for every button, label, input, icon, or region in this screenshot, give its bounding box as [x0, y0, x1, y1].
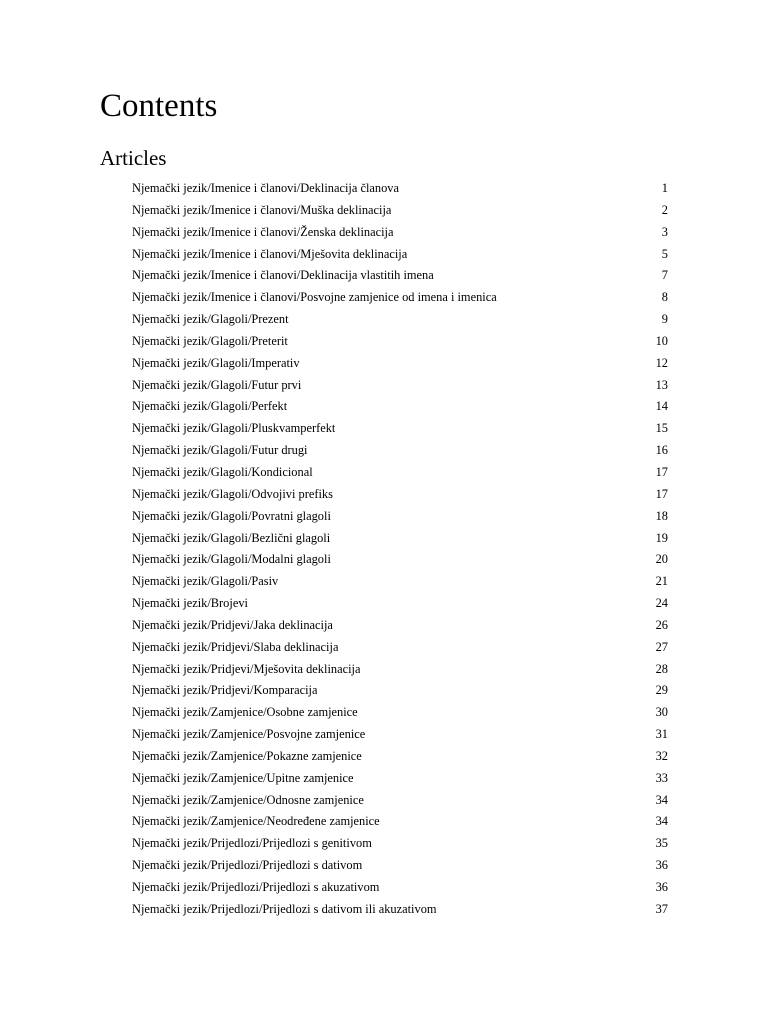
- toc-page-number: 3: [661, 224, 668, 239]
- toc-page-number: 16: [655, 443, 668, 458]
- toc-page-number: 37: [655, 901, 668, 916]
- toc-entry-link[interactable]: Njemački jezik/Pridjevi/Mješovita deklinacija: [132, 661, 361, 676]
- toc-entry: [132, 506, 668, 528]
- toc-entry: [132, 768, 668, 790]
- toc-entry: [132, 855, 668, 877]
- toc-entry-link[interactable]: Njemački jezik/Pridjevi/Jaka deklinacija: [132, 617, 333, 632]
- toc-page-number: 21: [655, 574, 668, 589]
- toc-entry-link[interactable]: Njemački jezik/Zamjenice/Osobne zamjenice: [132, 705, 358, 720]
- toc-entry-link[interactable]: Njemački jezik/Glagoli/Futur drugi: [132, 443, 308, 458]
- toc-entry: [132, 484, 668, 506]
- toc-page-number: 27: [655, 639, 668, 654]
- toc-page-number: 26: [655, 617, 668, 632]
- toc-entry-link[interactable]: Njemački jezik/Glagoli/Imperativ: [132, 355, 300, 370]
- page-title: Contents: [100, 88, 218, 124]
- toc-entry: [132, 811, 668, 833]
- toc-page-number: 20: [655, 552, 668, 567]
- toc-entry-link[interactable]: Njemački jezik/Brojevi: [132, 596, 248, 611]
- toc-page-number: 5: [661, 246, 668, 261]
- toc-entry: [132, 287, 668, 309]
- toc-entry: [132, 222, 668, 244]
- toc-entry-link[interactable]: Njemački jezik/Imenice i članovi/Posvojne zamjenice od imena i imenica: [132, 290, 497, 305]
- toc-entry: [132, 637, 668, 659]
- section-heading-articles: Articles: [100, 146, 167, 170]
- toc-page-number: 17: [655, 464, 668, 479]
- toc-entry-link[interactable]: Njemački jezik/Imenice i članovi/Mješovita deklinacija: [132, 246, 408, 261]
- toc-entry: [132, 396, 668, 418]
- toc-page-number: 36: [655, 858, 668, 873]
- toc-page-number: 7: [661, 268, 668, 283]
- toc-entry: [132, 746, 668, 768]
- toc-page-number: 19: [655, 530, 668, 545]
- toc-page-number: 35: [655, 836, 668, 851]
- toc-page-number: 8: [661, 290, 668, 305]
- toc-entry: [132, 877, 668, 899]
- toc-page-number: 15: [655, 421, 668, 436]
- toc-page-number: 10: [655, 333, 668, 348]
- toc-entry-link[interactable]: Njemački jezik/Zamjenice/Posvojne zamjenice: [132, 727, 366, 742]
- toc-page-number: 34: [655, 814, 668, 829]
- toc-entry: [132, 200, 668, 222]
- toc-entry: [132, 615, 668, 637]
- toc-entry-link[interactable]: Njemački jezik/Glagoli/Povratni glagoli: [132, 508, 331, 523]
- toc-entry: [132, 528, 668, 550]
- toc-page-number: 17: [655, 486, 668, 501]
- toc-entry-link[interactable]: Njemački jezik/Zamjenice/Upitne zamjenice: [132, 770, 354, 785]
- toc-entry-link[interactable]: Njemački jezik/Pridjevi/Slaba deklinacija: [132, 639, 339, 654]
- toc-entry: [132, 309, 668, 331]
- toc-entry-link[interactable]: Njemački jezik/Glagoli/Prezent: [132, 312, 289, 327]
- toc-entry-link[interactable]: Njemački jezik/Glagoli/Kondicional: [132, 464, 313, 479]
- toc-entry-link[interactable]: Njemački jezik/Glagoli/Futur prvi: [132, 377, 302, 392]
- toc-page-number: 30: [655, 705, 668, 720]
- toc-entry: [132, 659, 668, 681]
- toc-entry: [132, 571, 668, 593]
- toc-entry-link[interactable]: Njemački jezik/Glagoli/Pluskvamperfekt: [132, 421, 336, 436]
- toc-entry-link[interactable]: Njemački jezik/Glagoli/Perfekt: [132, 399, 288, 414]
- toc-entry: [132, 462, 668, 484]
- toc-page-number: 1: [661, 181, 668, 195]
- toc-entry: [132, 724, 668, 746]
- toc-entry: [132, 790, 668, 812]
- toc-entry-link[interactable]: Njemački jezik/Prijedlozi/Prijedlozi s genitivom: [132, 836, 372, 851]
- toc-page-number: 24: [655, 596, 668, 611]
- toc-entry-link[interactable]: Njemački jezik/Imenice i članovi/Muška deklinacija: [132, 202, 392, 217]
- toc-page-number: 36: [655, 880, 668, 894]
- toc-entry-link[interactable]: Njemački jezik/Zamjenice/Pokazne zamjenice: [132, 748, 362, 763]
- toc-entry: [132, 178, 668, 200]
- toc-page-number: 29: [655, 683, 668, 698]
- toc-page-number: 34: [655, 792, 668, 807]
- toc-entry-link[interactable]: Njemački jezik/Glagoli/Odvojivi prefiks: [132, 486, 333, 501]
- toc-entry-link[interactable]: Njemački jezik/Imenice i članovi/Deklinacija vlastitih imena: [132, 268, 434, 283]
- toc-entry-link[interactable]: Njemački jezik/Zamjenice/Odnosne zamjenice: [132, 792, 364, 807]
- toc-entry-link[interactable]: Njemački jezik/Prijedlozi/Prijedlozi s dativom: [132, 858, 363, 873]
- toc-entry: [132, 899, 668, 921]
- toc-entry: [132, 353, 668, 375]
- toc-entry-link[interactable]: Njemački jezik/Imenice i članovi/Ženska deklinacija: [132, 224, 394, 239]
- toc-page-number: 14: [655, 399, 668, 414]
- toc-entry-link[interactable]: Njemački jezik/Glagoli/Bezlični glagoli: [132, 530, 331, 545]
- toc-entry-link[interactable]: Njemački jezik/Prijedlozi/Prijedlozi s dativom ili akuzativom: [132, 901, 437, 916]
- toc-entry: [132, 593, 668, 615]
- toc-entry-link[interactable]: Njemački jezik/Prijedlozi/Prijedlozi s akuzativom: [132, 880, 380, 894]
- toc-entry-link[interactable]: Njemački jezik/Glagoli/Preterit: [132, 333, 288, 348]
- toc-entry-link[interactable]: Njemački jezik/Glagoli/Modalni glagoli: [132, 552, 331, 567]
- toc-entry: [132, 440, 668, 462]
- toc-page-number: 12: [655, 355, 668, 370]
- table-of-contents: [132, 178, 668, 921]
- toc-entry-link[interactable]: Njemački jezik/Zamjenice/Neodređene zamjenice: [132, 814, 380, 829]
- toc-page-number: 2: [661, 202, 668, 217]
- toc-page-number: 33: [655, 770, 668, 785]
- toc-entry: [132, 265, 668, 287]
- toc-page-number: 9: [661, 312, 668, 327]
- toc-entry: [132, 244, 668, 266]
- toc-entry-link[interactable]: Njemački jezik/Pridjevi/Komparacija: [132, 683, 318, 698]
- toc-entry: [132, 375, 668, 397]
- toc-page-number: 13: [655, 377, 668, 392]
- toc-entry: [132, 418, 668, 440]
- toc-entry: [132, 702, 668, 724]
- toc-entry: [132, 549, 668, 571]
- toc-entry: [132, 680, 668, 702]
- toc-page-number: 18: [655, 508, 668, 523]
- toc-entry: [132, 331, 668, 353]
- toc-page-number: 28: [655, 661, 668, 676]
- toc-page-number: 31: [655, 727, 668, 742]
- toc-entry-link[interactable]: Njemački jezik/Glagoli/Pasiv: [132, 574, 279, 589]
- toc-entry: [132, 833, 668, 855]
- toc-entry-link[interactable]: Njemački jezik/Imenice i članovi/Deklinacija članova: [132, 181, 399, 195]
- toc-page-number: 32: [655, 748, 668, 763]
